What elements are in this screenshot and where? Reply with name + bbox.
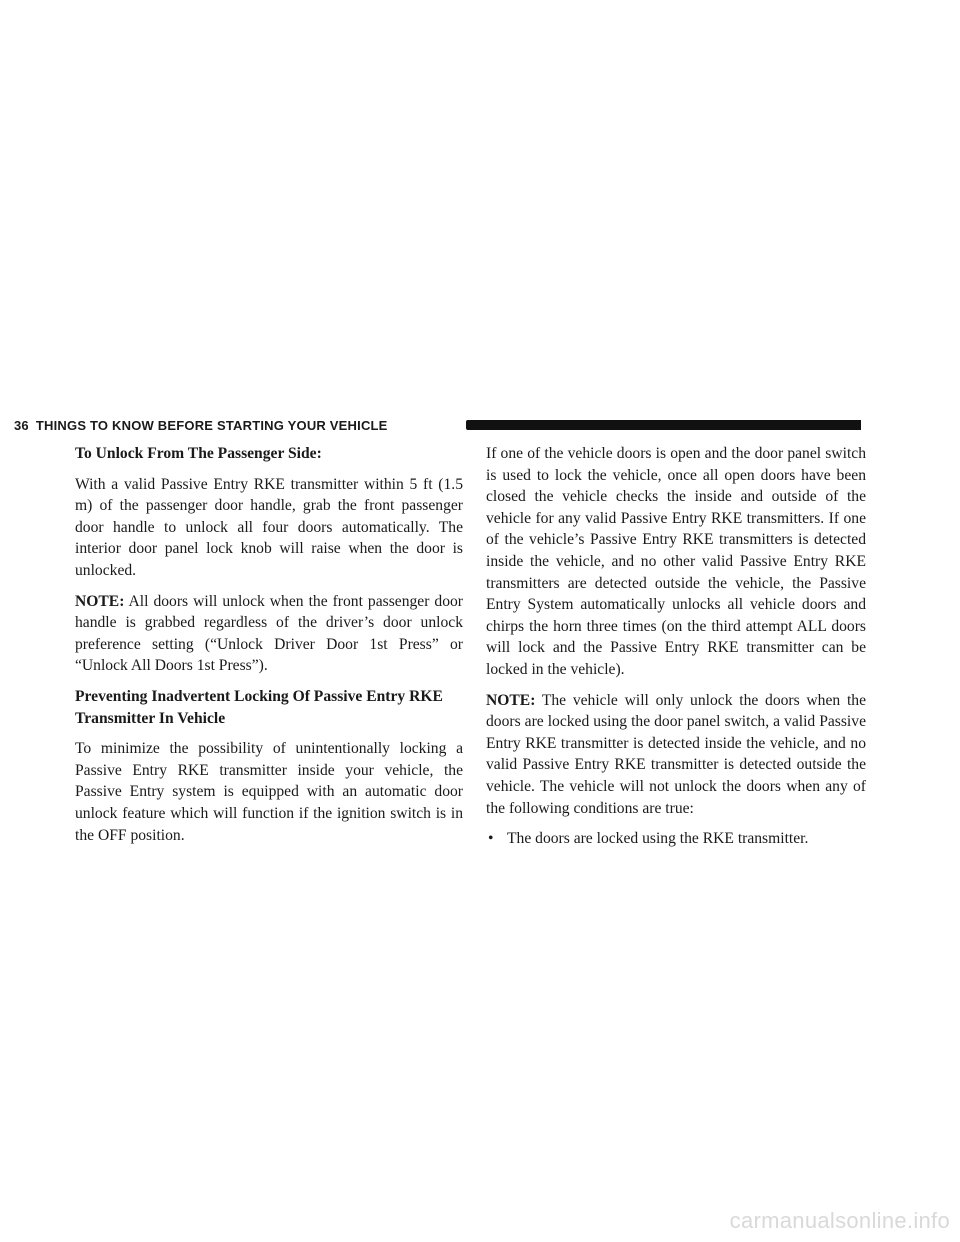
left-column <box>75 443 463 855</box>
note-paragraph <box>75 591 463 677</box>
list-item <box>486 828 866 850</box>
heading-preventing-locking: Preventing Inadvertent Locking Of Passive Entry RKE Transmitter In Vehicle <box>75 687 443 727</box>
note-label: NOTE: <box>75 592 125 610</box>
page-header <box>0 416 960 438</box>
page-header-text <box>14 418 395 433</box>
right-column <box>486 443 866 859</box>
note-label: NOTE: <box>486 691 536 709</box>
paragraph-unlock-passenger-side: With a valid Passive Entry RKE transmitter within 5 ft (1.5 m) of the passenger door handle, grab the front passenger door handle to unlock all four doors automatically. The interior door panel lock knob will raise when the door is unlocked. <box>75 475 463 579</box>
note-text: The vehicle will only unlock the doors when the doors are locked using the door panel switch, a valid Passive Entry RKE transmitter is detected inside the vehicle, and no valid Passive Entry RKE transmitter is detected outside the vehicle. The vehicle will not unlock the doors when any of the following conditions are true: <box>486 691 866 817</box>
paragraph-preventing-locking: To minimize the possibility of unintentionally locking a Passive Entry RKE transmitter inside your vehicle, the Passive Entry system is equipped with an automatic door unlock feature which will function if the ignition switch is in the OFF position. <box>75 740 463 844</box>
watermark: carmanualsonline.info <box>729 1208 950 1233</box>
bullet-icon: • <box>488 830 494 848</box>
header-rule-bar <box>466 420 861 430</box>
note-paragraph <box>486 690 866 820</box>
section-title: THINGS TO KNOW BEFORE STARTING YOUR VEHICLE <box>35 418 388 433</box>
note-text: All doors will unlock when the front passenger door handle is grabbed regardless of the driver’s door unlock preference setting (“Unlock Driver Door 1st Press” or “Unlock All Doors 1st Press”). <box>75 592 463 675</box>
page-number: 36 <box>14 418 29 433</box>
paragraph-door-open-check: If one of the vehicle doors is open and the door panel switch is used to lock the vehicle, once all open doors have been closed the vehicle checks the inside and outside of the vehicle for any valid Passive Entry RKE transmitters. If one of the vehicle’s Passive Entry RKE transmitters is detected inside the vehicle, and no other valid Passive Entry RKE transmitters are detected outside the vehicle, the Passive Entry System automatically unlocks all vehicle doors and chirps the horn three times (on the third attempt ALL doors will lock and the Passive Entry RKE transmitter can be locked in the vehicle). <box>486 445 866 678</box>
heading-unlock-passenger-side: To Unlock From The Passenger Side: <box>75 445 322 462</box>
bullet-text: The doors are locked using the RKE transmitter. <box>507 830 809 848</box>
